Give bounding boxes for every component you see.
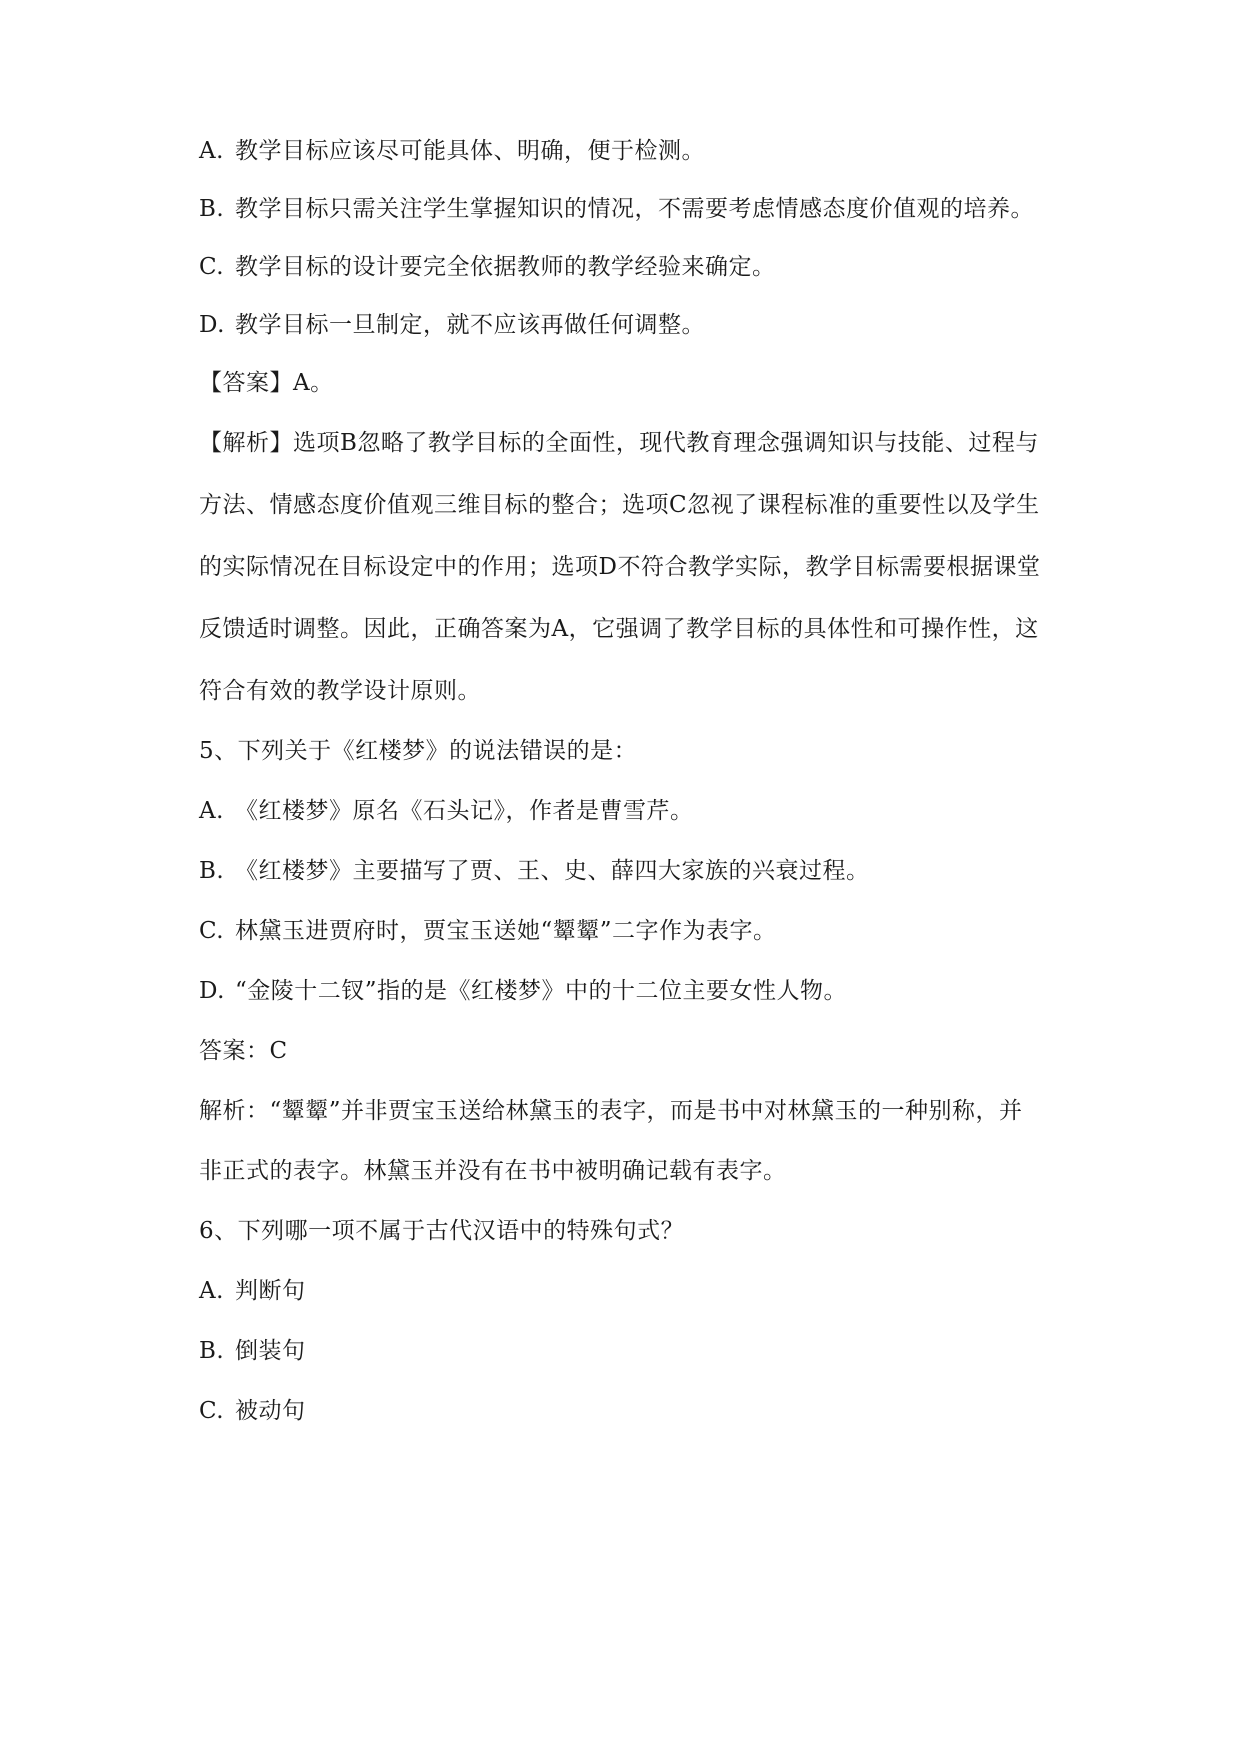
option-letter: A.	[199, 798, 224, 824]
q5-option-c	[199, 916, 1099, 946]
option-text: 教学目标一旦制定，就不应该再做任何调整。	[235, 312, 705, 338]
q5-question: 5、下列关于《红楼梦》的说法错误的是：	[199, 738, 638, 764]
q4-analysis-line: 反馈适时调整。因此，正确答案为A，它强调了教学目标的具体性和可操作性，这	[199, 616, 1039, 642]
q6-option-c	[199, 1396, 1099, 1426]
q4-option-c	[199, 252, 1099, 282]
q6-option-b	[199, 1336, 1099, 1366]
option-text: 《红楼梦》主要描写了贾、王、史、薛四大家族的兴衰过程。	[235, 858, 870, 884]
option-text: 《红楼梦》原名《石头记》，作者是曹雪芹。	[235, 798, 694, 824]
option-text: 教学目标的设计要完全依据教师的教学经验来确定。	[235, 254, 776, 280]
option-letter: B.	[199, 196, 225, 222]
q5-analysis-line: 解析：“颦颦”并非贾宝玉送给林黛玉的表字，而是书中对林黛玉的一种别称，并	[199, 1098, 1023, 1124]
q4-analysis-line: 【解析】选项B忽略了教学目标的全面性，现代教育理念强调知识与技能、过程与	[199, 430, 1039, 456]
option-letter: D.	[199, 312, 225, 338]
q4-option-b	[199, 194, 1099, 224]
q4-analysis-line: 符合有效的教学设计原则。	[199, 678, 481, 704]
q5-answer: 答案：C	[199, 1038, 288, 1064]
option-text: 被动句	[235, 1398, 306, 1424]
q4-answer: 【答案】A。	[199, 370, 334, 396]
option-letter: A.	[199, 138, 224, 164]
option-text: 林黛玉进贾府时，贾宝玉送她“颦颦”二字作为表字。	[235, 918, 777, 944]
q5-option-b	[199, 856, 1099, 886]
option-letter: D.	[199, 978, 225, 1004]
q5-option-a	[199, 796, 1099, 826]
option-letter: C.	[199, 1398, 225, 1424]
option-text: “金陵十二钗”指的是《红楼梦》中的十二位主要女性人物。	[235, 978, 848, 1004]
q6-question: 6、下列哪一项不属于古代汉语中的特殊句式？	[199, 1218, 685, 1244]
option-letter: B.	[199, 1338, 225, 1364]
option-letter: A.	[199, 1278, 224, 1304]
option-letter: C.	[199, 254, 225, 280]
option-letter: B.	[199, 858, 225, 884]
q4-option-d	[199, 310, 1099, 340]
q4-option-a	[199, 136, 1099, 166]
q4-analysis-line: 方法、情感态度价值观三维目标的整合；选项C忽视了课程标准的重要性以及学生	[199, 492, 1040, 518]
option-letter: C.	[199, 918, 225, 944]
q5-option-d	[199, 976, 1099, 1006]
option-text: 教学目标应该尽可能具体、明确，便于检测。	[235, 138, 705, 164]
option-text: 判断句	[235, 1278, 306, 1304]
q4-analysis-line: 的实际情况在目标设定中的作用；选项D不符合教学实际，教学目标需要根据课堂	[199, 554, 1041, 580]
option-text: 教学目标只需关注学生掌握知识的情况，不需要考虑情感态度价值观的培养。	[235, 196, 1034, 222]
q6-option-a	[199, 1276, 1099, 1306]
q5-analysis-line: 非正式的表字。林黛玉并没有在书中被明确记载有表字。	[199, 1158, 787, 1184]
option-text: 倒装句	[235, 1338, 306, 1364]
